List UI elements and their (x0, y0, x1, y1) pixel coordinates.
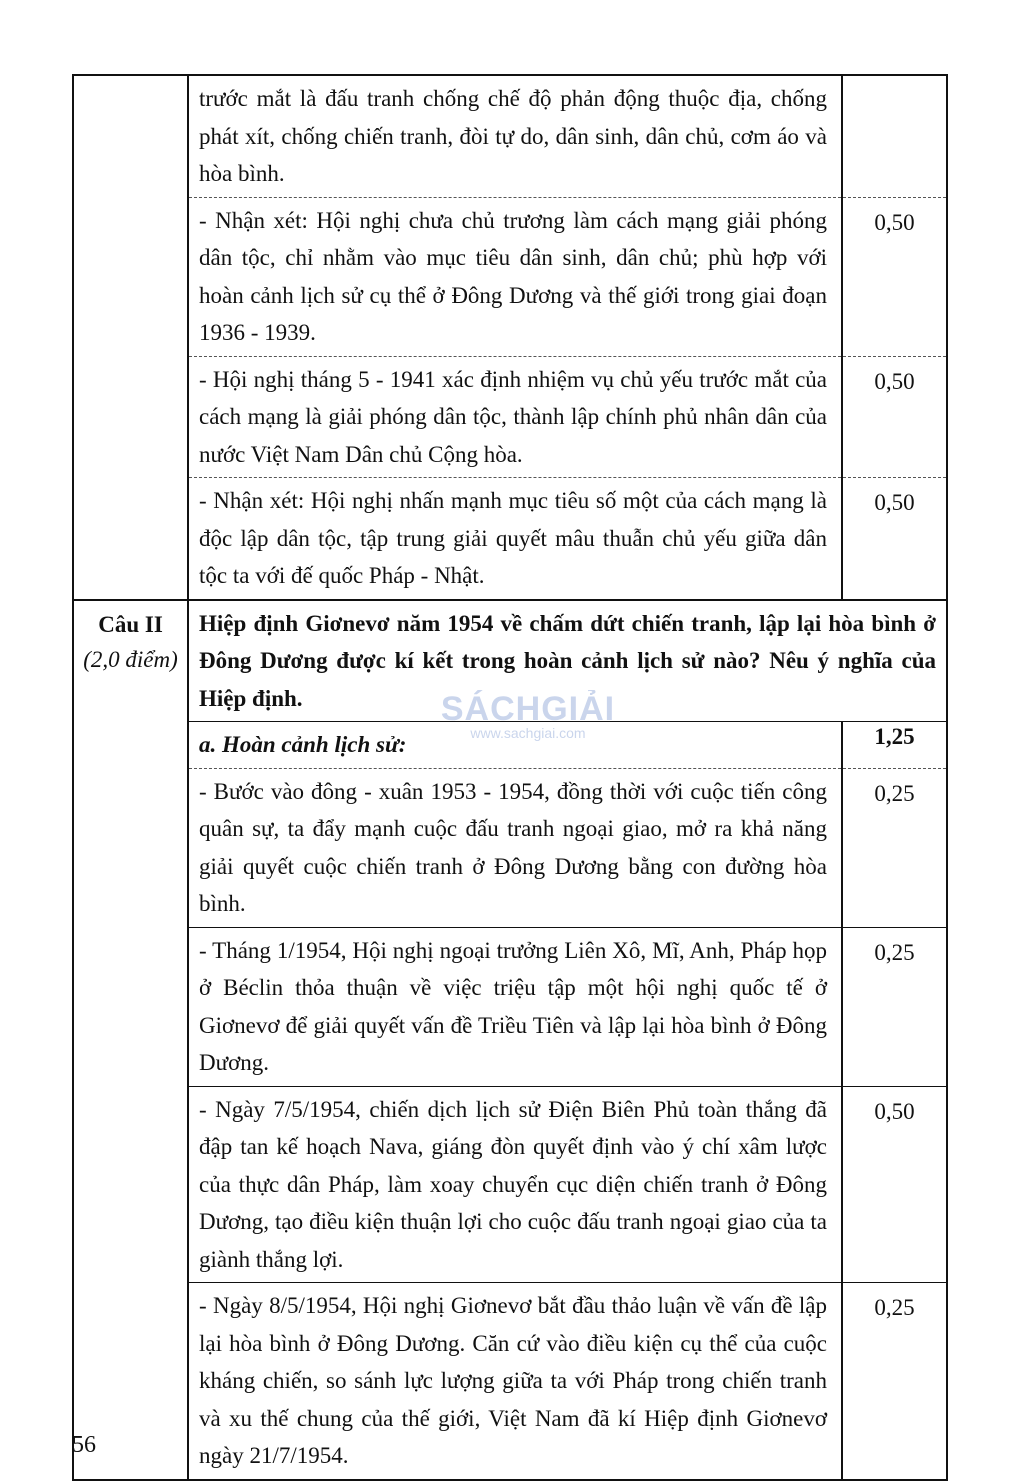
answer-text: - Bước vào đông - xuân 1953 - 1954, đồng thời với cuộc tiến công quân sự, ta đẩy mạnh cuộc đấu tranh ngoại giao, mở ra khả năng giải quyết cuộc chiến tranh ở Đông Dương bằng con đường hòa bình. (199, 778, 827, 916)
score-value: 0,50 (874, 1098, 915, 1124)
question-cell-empty (73, 75, 188, 600)
answer-text-cell (188, 75, 842, 197)
score-cell (842, 356, 947, 478)
answer-text-cell (188, 1086, 842, 1283)
table-row (73, 75, 947, 197)
table-row (73, 1086, 947, 1283)
score-cell (842, 75, 947, 197)
score-value: 0,25 (874, 780, 915, 806)
score-cell (842, 478, 947, 600)
score-cell (842, 197, 947, 356)
page-number: 56 (72, 1432, 96, 1458)
watermark-brand: SÁCHGIẢI (440, 690, 616, 728)
table-row (73, 478, 947, 600)
answer-text: - Hội nghị tháng 5 - 1941 xác định nhiệm vụ chủ yếu trước mắt của cách mạng là giải phóng dân tộc, thành lập chính phủ nhân dân của nước Việt Nam Dân chủ Cộng hòa. (199, 366, 827, 467)
question-label: Câu II (98, 611, 163, 637)
table-row (73, 927, 947, 1086)
score-cell (842, 1283, 947, 1480)
section-heading: a. Hoàn cảnh lịch sử: (199, 732, 407, 757)
score-value (843, 76, 946, 88)
table-row (73, 1283, 947, 1480)
score-cell (842, 927, 947, 1086)
question-text: Hiệp định Giơnevơ năm 1954 về chấm dứt chiến tranh, lập lại hòa bình ở Đông Dương được kí kết trong hoàn cảnh lịch sử nào? Nêu ý nghĩa của Hiệp định. (199, 610, 936, 711)
score-value: 1,25 (874, 724, 915, 749)
answer-text: - Ngày 8/5/1954, Hội nghị Giơnevơ bắt đầu thảo luận về vấn đề lập lại hòa bình ở Đông Dương. Căn cứ vào điều kiện cụ thể của cuộc kháng chiến, so sánh lực lượng giữa ta với Pháp trong chiến tranh và xu thế chung của thế giới, Việt Nam đã kí Hiệp định Giơnevơ ngày 21/7/1954. (199, 1293, 827, 1468)
answer-text: trước mắt là đấu tranh chống chế độ phản động thuộc địa, chống phát xít, chống chiến tranh, đòi tự do, dân sinh, dân chủ, cơm áo và hòa bình. (199, 86, 827, 186)
answer-text-cell (188, 197, 842, 356)
answer-text: - Ngày 7/5/1954, chiến dịch lịch sử Điện Biên Phủ toàn thắng đã đập tan kế hoạch Nava, giáng đòn quyết định vào ý chí xâm lược của thực dân Pháp, làm xoay chuyển cục diện chiến tranh ở Đông Dương, tạo điều kiện thuận lợi cho cuộc đấu tranh ngoại giao của ta giành thắng lợi. (199, 1096, 827, 1272)
score-value: 0,50 (874, 368, 915, 394)
score-cell (842, 1086, 947, 1283)
score-value: 0,50 (874, 209, 915, 235)
watermark-logo (428, 690, 628, 741)
answer-text: - Nhận xét: Hội nghị nhấn mạnh mục tiêu số một của cách mạng là độc lập dân tộc, tập trung giải quyết mâu thuẫn chủ yếu giữa dân tộc ta với đế quốc Pháp - Nhật. (199, 488, 827, 588)
table-row (73, 356, 947, 478)
table-row (73, 197, 947, 356)
answer-text-cell (188, 356, 842, 478)
score-value: 0,25 (874, 939, 915, 965)
answer-text-cell (188, 927, 842, 1086)
answer-text-cell (188, 478, 842, 600)
score-cell (842, 768, 947, 927)
answer-text: - Tháng 1/1954, Hội nghị ngoại trưởng Liên Xô, Mĩ, Anh, Pháp họp ở Béclin thỏa thuận về việc triệu tập một hội nghị quốc tế ở Giơnevơ để giải quyết vấn đề Triều Tiên và lập lại hòa bình ở Đông Dương. (199, 937, 827, 1075)
answer-table (72, 74, 948, 1481)
answer-text-cell (188, 1283, 842, 1480)
score-value: 0,50 (874, 490, 915, 515)
table-row (73, 768, 947, 927)
question-points: (2,0 điểm) (83, 646, 178, 672)
watermark-url: www.sachgiai.com (470, 725, 586, 741)
answer-text: - Nhận xét: Hội nghị chưa chủ trương làm cách mạng giải phóng dân tộc, chỉ nhằm vào mục tiêu dân sinh, dân chủ; phù hợp với hoàn cảnh lịch sử cụ thể ở Đông Dương và thế giới trong giai đoạn 1936 - 1939. (199, 207, 827, 345)
score-cell (842, 722, 947, 769)
answer-text-cell (188, 768, 842, 927)
question-label-cell (73, 600, 188, 1480)
score-value: 0,25 (874, 1295, 915, 1320)
